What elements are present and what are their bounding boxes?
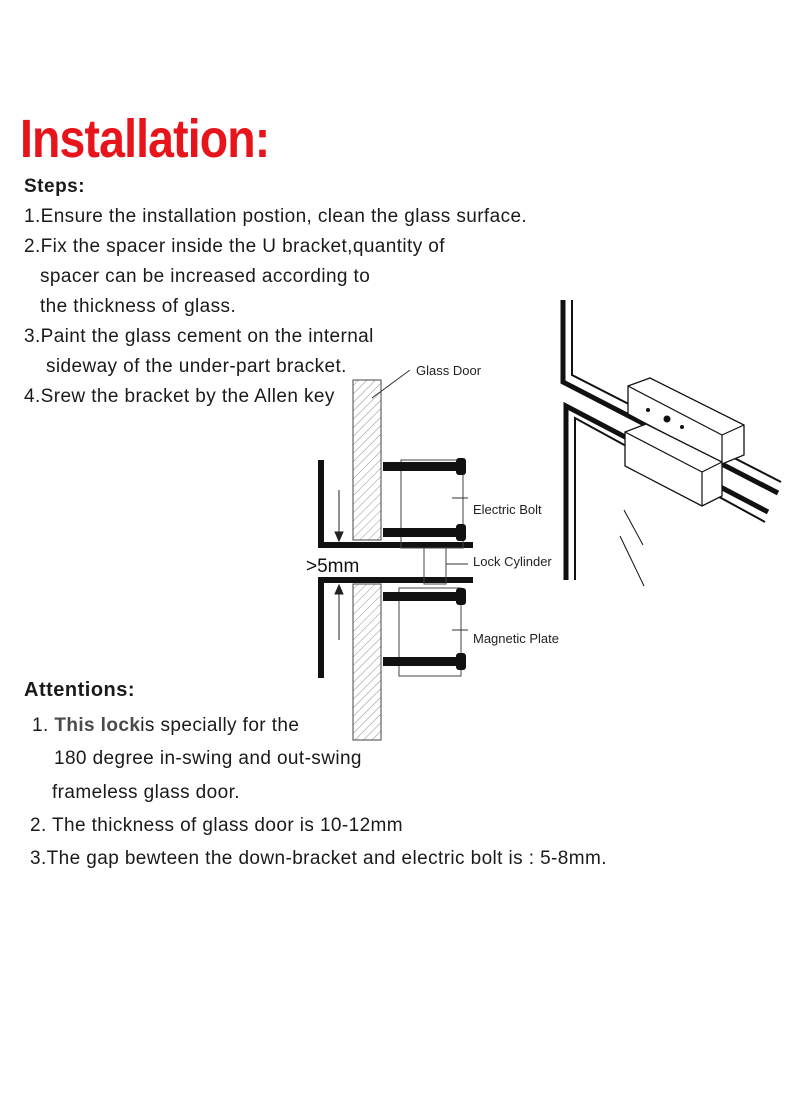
attention-1-line2: 180 degree in-swing and out-swing xyxy=(54,748,362,769)
step-3-cont: sideway of the under-part bracket. xyxy=(46,356,347,377)
attentions-heading: Attentions: xyxy=(24,679,136,701)
attention-1-bold: This lock xyxy=(54,715,141,736)
gap-label: >5mm xyxy=(306,556,360,577)
glass-door-label: Glass Door xyxy=(416,363,482,378)
step-3: 3.Paint the glass cement on the internal xyxy=(24,326,374,347)
lock-cylinder-label: Lock Cylinder xyxy=(473,554,552,569)
attention-1 xyxy=(32,715,299,737)
attention-1-number: 1. xyxy=(32,715,55,736)
electric-bolt-label: Electric Bolt xyxy=(473,502,542,517)
steps-heading: Steps: xyxy=(24,176,86,197)
step-2-cont-a: spacer can be increased according to xyxy=(40,266,371,287)
magnetic-plate xyxy=(383,588,466,676)
attention-1-line3: frameless glass door. xyxy=(52,782,240,803)
attention-1-text: is specially for the xyxy=(140,715,300,736)
step-2-cont-b: the thickness of glass. xyxy=(40,296,237,317)
attention-3: 3.The gap bewteen the down-bracket and electric bolt is : 5-8mm. xyxy=(30,848,607,869)
perspective-sketch xyxy=(563,300,781,586)
step-4: 4.Srew the bracket by the Allen key xyxy=(24,386,335,407)
magnetic-plate-label: Magnetic Plate xyxy=(473,631,559,646)
step-2: 2.Fix the spacer inside the U bracket,quantity of xyxy=(24,236,445,257)
page-title: Installation: xyxy=(20,109,270,169)
step-1: 1.Ensure the installation postion, clean the glass surface. xyxy=(24,206,528,227)
attention-2: 2. The thickness of glass door is 10-12mm xyxy=(30,815,403,836)
electric-bolt xyxy=(383,458,466,548)
